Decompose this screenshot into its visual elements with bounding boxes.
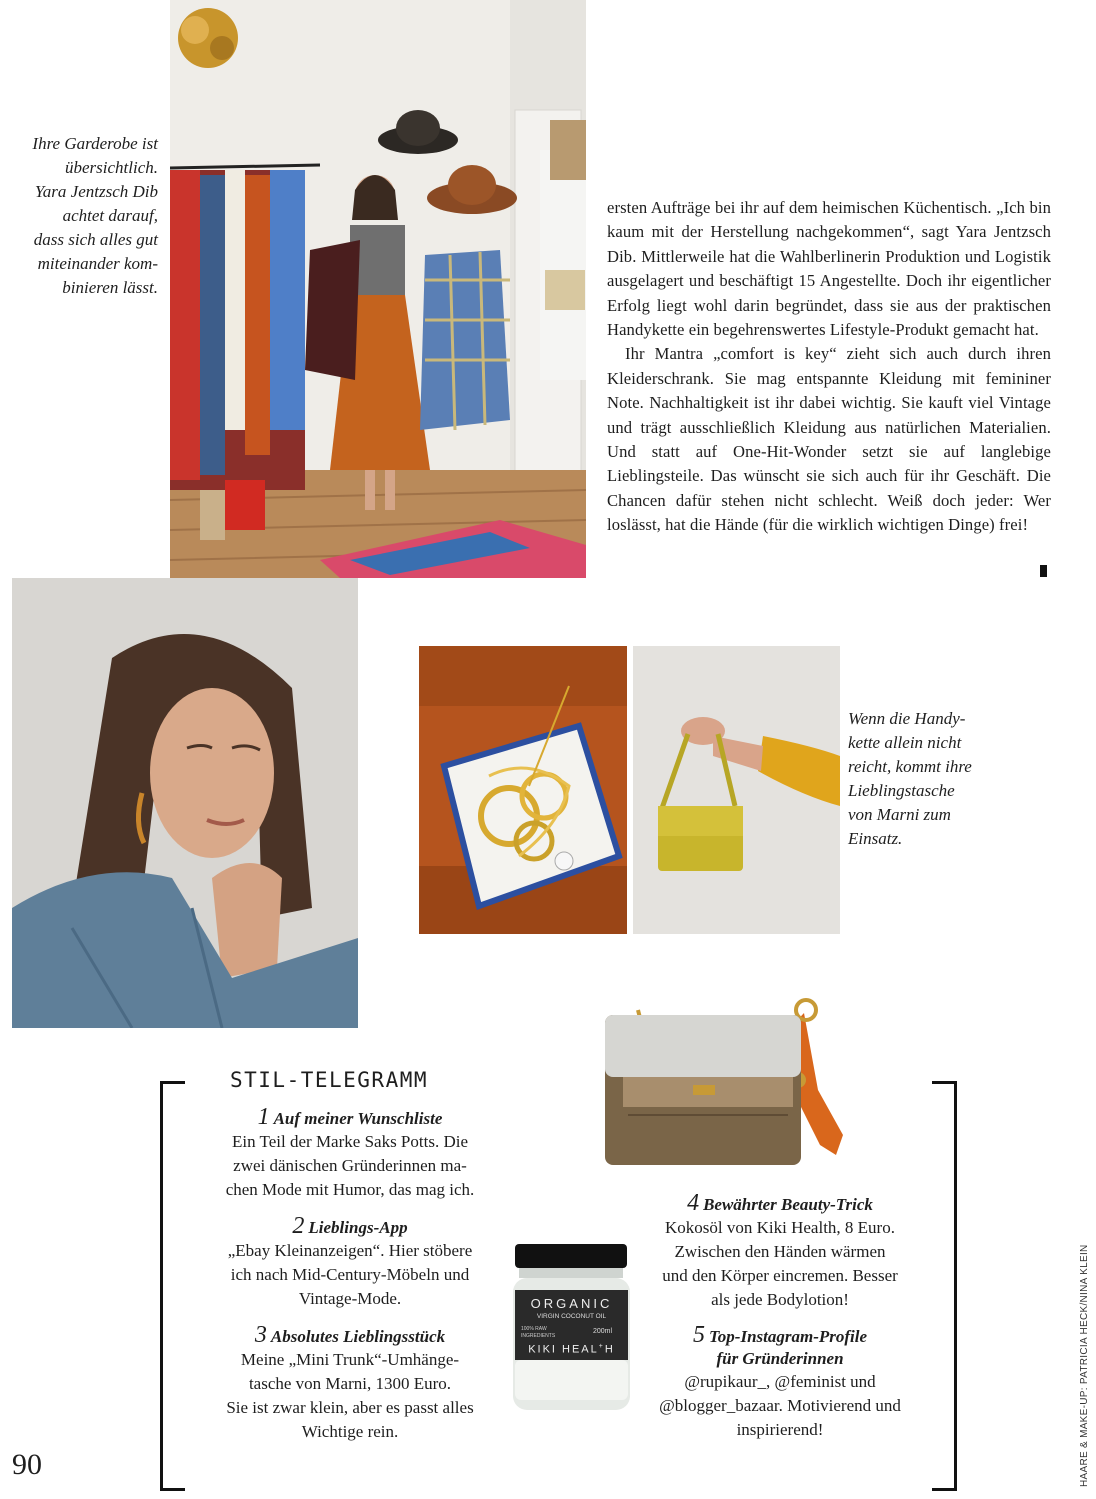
telegram-right-bracket bbox=[932, 1081, 957, 1491]
telegram-item-heading bbox=[190, 1215, 510, 1239]
telegram-item-heading-text: Auf meiner Wunschliste bbox=[273, 1109, 443, 1128]
telegram-item-heading-text: Absolutes Lieblingsstück bbox=[270, 1327, 446, 1346]
telegram-item-line: Wichtige rein. bbox=[301, 1422, 399, 1441]
telegram-item-heading bbox=[190, 1324, 510, 1348]
jar-label-maker-text: KIKI HEAL bbox=[528, 1343, 599, 1356]
jar-label-plus: + bbox=[598, 1343, 605, 1350]
telegram-item-heading-text: Lieblings-App bbox=[308, 1218, 408, 1237]
telegram-item-heading-text: für Gründerinnen bbox=[716, 1349, 844, 1368]
caption-line: Wenn die Handy- bbox=[848, 709, 966, 728]
telegram-item-line: inspirierend! bbox=[736, 1420, 824, 1439]
telegram-item-line: chen Mode mit Humor, das mag ich. bbox=[225, 1180, 475, 1199]
article-paragraph-2-text: Ihr Mantra „comfort is key“ zieht sich auch durch ihren Kleiderschrank. Sie mag entspannte Kleidung mit femininer Note. Nachhaltigkeit ist ihr dabei wichtig. Sie kauft viel Vintage und trägt ausschließlich Kleidung aus natürlichen Materialien. Und statt auf One-Hit-Wonder setzt sie auf langlebige Lieblingsteile. Das wünscht sie sich auch für ihr Geschäft. Die Chancen dafür stehen nicht schlecht. Weiß doch jeder: Wer loslässt, hat die Hände (für die wirklich wichtigen Dinge) frei! bbox=[607, 344, 1051, 535]
portrait-photo bbox=[12, 578, 358, 1028]
telegram-item-line: Vintage-Mode. bbox=[298, 1289, 402, 1308]
telegram-left-bracket bbox=[160, 1081, 185, 1491]
coconut-oil-jar-image bbox=[507, 1240, 636, 1415]
article-paragraph-1: ersten Aufträge bei ihr auf dem heimischen Küchentisch. „Ich bin kaum mit der Herstellung nachgekommen“, sagt Yara Jentzsch Dib. Mittlerweile hat die Wahlberlinerin Produktion und Logistik ausgelagert und beschäftigt 15 Angestellte. Doch ihr eigentlicher Erfolg liegt wohl darin begründet, dass sie aus der praktischen Handykette ein begehrenswertes Lifestyle-Produkt gemacht hat. bbox=[607, 198, 1051, 340]
telegram-item-line: Zwischen den Händen wärmen bbox=[674, 1242, 886, 1261]
jar-label-raw: 100% RAW bbox=[521, 1326, 547, 1332]
telegram-item-line: Sie ist zwar klein, aber es passt alles bbox=[226, 1398, 474, 1417]
telegram-item-line: als jede Bodylotion! bbox=[711, 1290, 849, 1309]
telegram-item-number: 5 bbox=[692, 1322, 705, 1348]
telegram-item-line: „Ebay Kleinanzeigen“. Hier stöbere bbox=[227, 1241, 473, 1260]
jewelry-photo bbox=[419, 646, 627, 934]
jar-label-brand: ORGANIC bbox=[530, 1296, 613, 1311]
telegram-item-heading bbox=[630, 1192, 930, 1216]
jar-label-maker-end: H bbox=[604, 1343, 615, 1356]
telegram-item-line: Ein Teil der Marke Saks Potts. Die bbox=[232, 1132, 468, 1151]
telegram-item-line: und den Körper eincremen. Besser bbox=[662, 1266, 898, 1285]
caption-line: Lieblingstasche bbox=[848, 781, 955, 800]
telegram-item-number: 2 bbox=[292, 1213, 305, 1239]
caption-line: übersichtlich. bbox=[64, 158, 158, 177]
telegram-item-number: 3 bbox=[254, 1322, 267, 1348]
jar-label-sub: VIRGIN COCONUT OIL bbox=[536, 1313, 607, 1320]
caption-line: dass sich alles gut bbox=[33, 230, 158, 249]
telegram-item-2 bbox=[190, 1215, 510, 1311]
page-number: 90 bbox=[12, 1448, 42, 1481]
article-body bbox=[607, 196, 1051, 538]
caption-line: Yara Jentzsch Dib bbox=[34, 182, 158, 201]
caption-line: kette allein nicht bbox=[848, 733, 962, 752]
caption-line: von Marni zum bbox=[848, 805, 951, 824]
caption-line: reicht, kommt ihre bbox=[848, 757, 972, 776]
jar-label-maker bbox=[515, 1343, 628, 1356]
caption-line: achtet darauf, bbox=[62, 206, 158, 225]
telegram-item-3 bbox=[190, 1324, 510, 1444]
marni-trunk-bag-image bbox=[588, 985, 860, 1175]
caption-line: miteinander kom- bbox=[37, 254, 158, 273]
telegram-item-4 bbox=[630, 1192, 930, 1312]
telegram-item-heading bbox=[190, 1106, 510, 1130]
telegram-item-line: Meine „Mini Trunk“-Umhänge- bbox=[240, 1350, 460, 1369]
article-end-mark bbox=[1040, 565, 1047, 577]
wardrobe-caption bbox=[0, 132, 158, 300]
telegram-item-line: Kokosöl von Kiki Health, 8 Euro. bbox=[665, 1218, 895, 1237]
wardrobe-photo bbox=[170, 0, 586, 578]
caption-line: Ihre Garderobe ist bbox=[32, 134, 158, 153]
telegram-item-1 bbox=[190, 1106, 510, 1202]
caption-line: Einsatz. bbox=[848, 829, 903, 848]
caption-line: binieren lässt. bbox=[62, 278, 158, 297]
telegram-item-heading-text: Bewährter Beauty-Trick bbox=[703, 1195, 873, 1214]
telegram-item-number: 4 bbox=[687, 1190, 700, 1216]
bag-caption bbox=[848, 707, 998, 851]
telegram-item-number: 1 bbox=[257, 1104, 270, 1130]
telegram-item-line: @rupikaur_, @feminist und bbox=[684, 1372, 876, 1391]
telegram-item-heading-text: Top-Instagram-Profile bbox=[708, 1327, 868, 1346]
bag-in-hand-photo bbox=[633, 646, 840, 934]
article-paragraph-2 bbox=[607, 342, 1051, 537]
photo-credit: HAARE & MAKE-UP: PATRICIA HECK/NINA KLEIN bbox=[1079, 1244, 1090, 1487]
jar-label-volume: 200ml bbox=[593, 1328, 613, 1335]
telegram-item-line: tasche von Marni, 1300 Euro. bbox=[248, 1374, 452, 1393]
telegram-item-heading bbox=[630, 1324, 930, 1348]
jar-label-ingredients: INGREDIENTS bbox=[521, 1333, 556, 1339]
telegram-item-5 bbox=[630, 1324, 930, 1442]
telegram-item-line: zwei dänischen Gründerinnen ma- bbox=[233, 1156, 467, 1175]
telegram-item-line: ich nach Mid-Century-Möbeln und bbox=[230, 1265, 470, 1284]
telegram-item-line: @blogger_bazaar. Motivierend und bbox=[659, 1396, 901, 1415]
telegram-title: STIL-TELEGRAMM bbox=[230, 1068, 429, 1092]
